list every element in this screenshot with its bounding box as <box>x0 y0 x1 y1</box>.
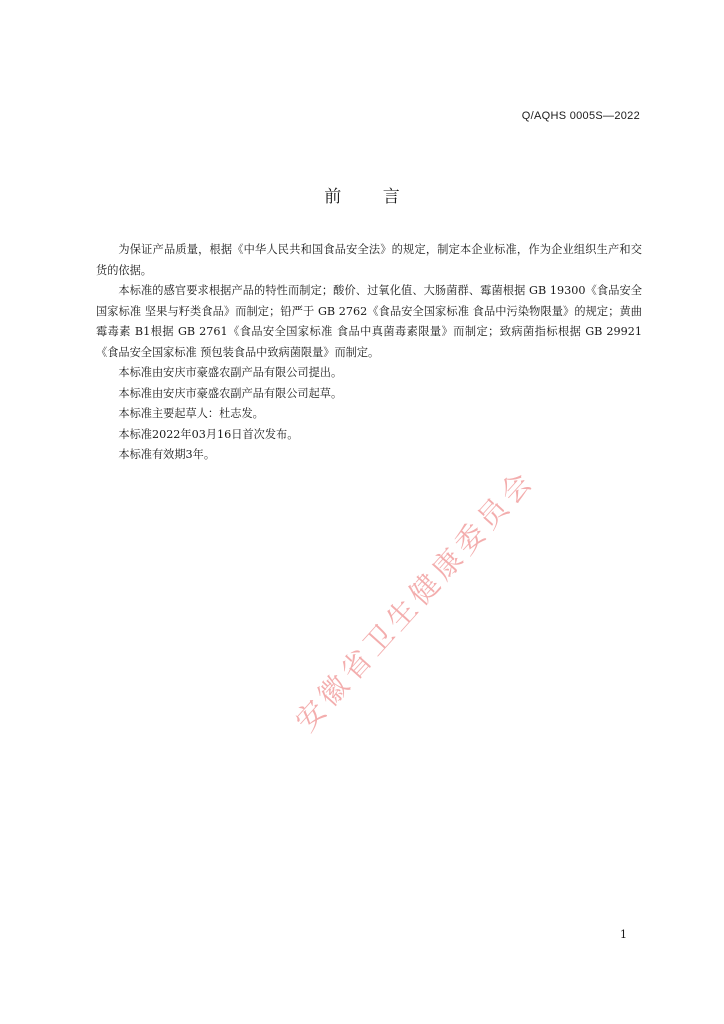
paragraph-proposer: 本标准由安庆市豪盛农副产品有限公司提出。 <box>118 366 343 379</box>
paragraph-validity: 本标准有效期3年。 <box>118 448 216 461</box>
watermark: 安徽省卫生健康委员会 <box>288 462 542 738</box>
paragraph-basis: 本标准的感官要求根据产品的特性而制定；酸价、过氧化值、大肠菌群、霉菌根据 GB 19300《食品安全国家标准 坚果与籽类食品》而制定；铅严于 GB 2762《食品安全国家标准 食品中污染物限量》的规定；黄曲霉毒素 B1根据 GB 2761《食品安全国家标准 食品中真菌毒素限量》而制定；致病菌指标根据 GB 29921《食品安全国家标准 预包装食品中致病菌限量》而制定。 <box>96 284 642 359</box>
page-title: 前 言 <box>324 187 418 207</box>
paragraph-main-drafter: 本标准主要起草人：杜志发。 <box>118 407 264 420</box>
document-code: Q/AQHS 0005S—2022 <box>521 110 640 122</box>
paragraph-drafter: 本标准由安庆市豪盛农副产品有限公司起草。 <box>118 386 343 400</box>
page-number: 1 <box>620 928 627 941</box>
paragraph-release-date: 本标准2022年03月16日首次发布。 <box>118 427 299 441</box>
document-body <box>96 240 642 466</box>
paragraph-purpose: 为保证产品质量，根据《中华人民共和国食品安全法》的规定，制定本企业标准，作为企业组织生产和交货的依据。 <box>96 243 642 277</box>
